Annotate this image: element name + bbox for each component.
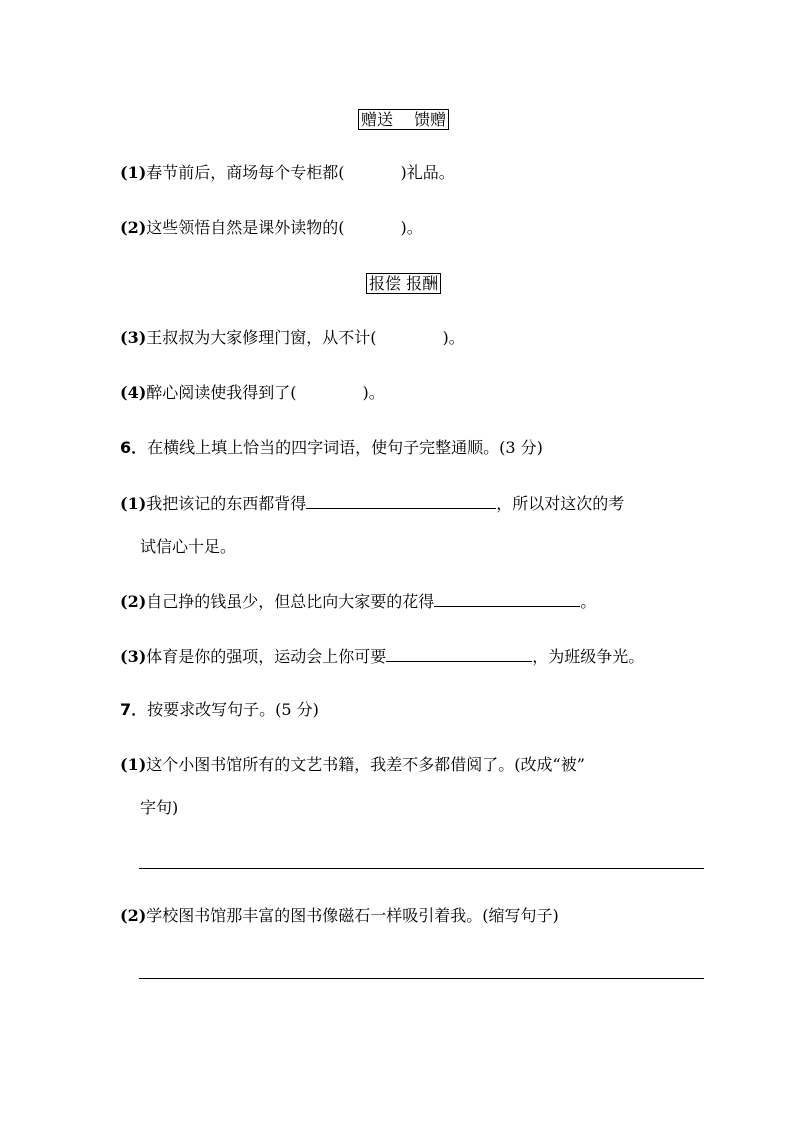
fill-blank[interactable] [386, 645, 532, 662]
section-title: 在横线上填上恰当的四字词语，使句子完整通顺。(3 分) [147, 438, 543, 457]
q6-item-1-continued [140, 536, 236, 558]
question-text-before: 醉心阅读使我得到了( [146, 383, 297, 402]
section-number: 7． [120, 700, 148, 719]
answer-line-2[interactable] [139, 978, 704, 979]
answer-line-1[interactable] [139, 868, 704, 869]
question-text-after: )礼品。 [400, 163, 455, 182]
word-pair-box-1 [358, 109, 449, 130]
question-number: (1) [120, 755, 147, 774]
question-number: (1) [120, 163, 147, 182]
question-3 [120, 327, 465, 349]
q7-item-2 [120, 905, 559, 927]
question-text-after: )。 [400, 218, 423, 237]
question-2 [120, 217, 423, 239]
q7-item-1 [120, 754, 585, 776]
word-pair-2: 报偿 报酬 [369, 274, 439, 293]
question-text-after: )。 [362, 383, 385, 402]
q6-item-3 [120, 645, 644, 668]
question-number: (2) [120, 218, 147, 237]
question-text-after: ，所以对这次的考 [496, 494, 625, 513]
question-text-continued: 试信心十足。 [140, 537, 237, 556]
question-4 [120, 382, 385, 404]
word-pair-box-2 [366, 273, 441, 294]
q6-item-1 [120, 492, 624, 515]
question-number: (2) [120, 592, 147, 611]
question-number: (2) [120, 906, 147, 925]
question-text-after: 。 [580, 592, 597, 611]
section-6-title [120, 437, 543, 459]
question-number: (1) [120, 494, 147, 513]
question-text: 这个小图书馆所有的文艺书籍，我差不多都借阅了。(改成“被” [146, 755, 585, 774]
question-text: 学校图书馆那丰富的图书像磁石一样吸引着我。(缩写句子) [146, 906, 559, 925]
fill-blank[interactable] [306, 492, 496, 509]
question-text-before: 自己挣的钱虽少，但总比向大家要的花得 [146, 592, 435, 611]
section-title: 按要求改写句子。(5 分) [147, 700, 319, 719]
section-7-title [120, 699, 319, 721]
question-number: (3) [120, 328, 147, 347]
question-text-before: 体育是你的强项，运动会上你可要 [146, 647, 387, 666]
question-text-before: 春节前后，商场每个专柜都( [146, 163, 345, 182]
question-text-before: 王叔叔为大家修理门窗，从不计( [146, 328, 377, 347]
q7-item-1-continued [140, 797, 178, 819]
q6-item-2 [120, 590, 596, 613]
question-text-before: 我把该记的东西都背得 [146, 494, 307, 513]
section-number: 6． [120, 438, 148, 457]
question-text-continued: 字句) [140, 798, 179, 817]
question-text-after: ，为班级争光。 [532, 647, 645, 666]
fill-blank[interactable] [434, 590, 580, 607]
question-1 [120, 162, 455, 184]
question-number: (3) [120, 647, 147, 666]
word-pair-1: 赠送 馈赠 [361, 110, 447, 129]
question-number: (4) [120, 383, 147, 402]
question-text-before: 这些领悟自然是课外读物的( [146, 218, 345, 237]
question-text-after: )。 [442, 328, 465, 347]
